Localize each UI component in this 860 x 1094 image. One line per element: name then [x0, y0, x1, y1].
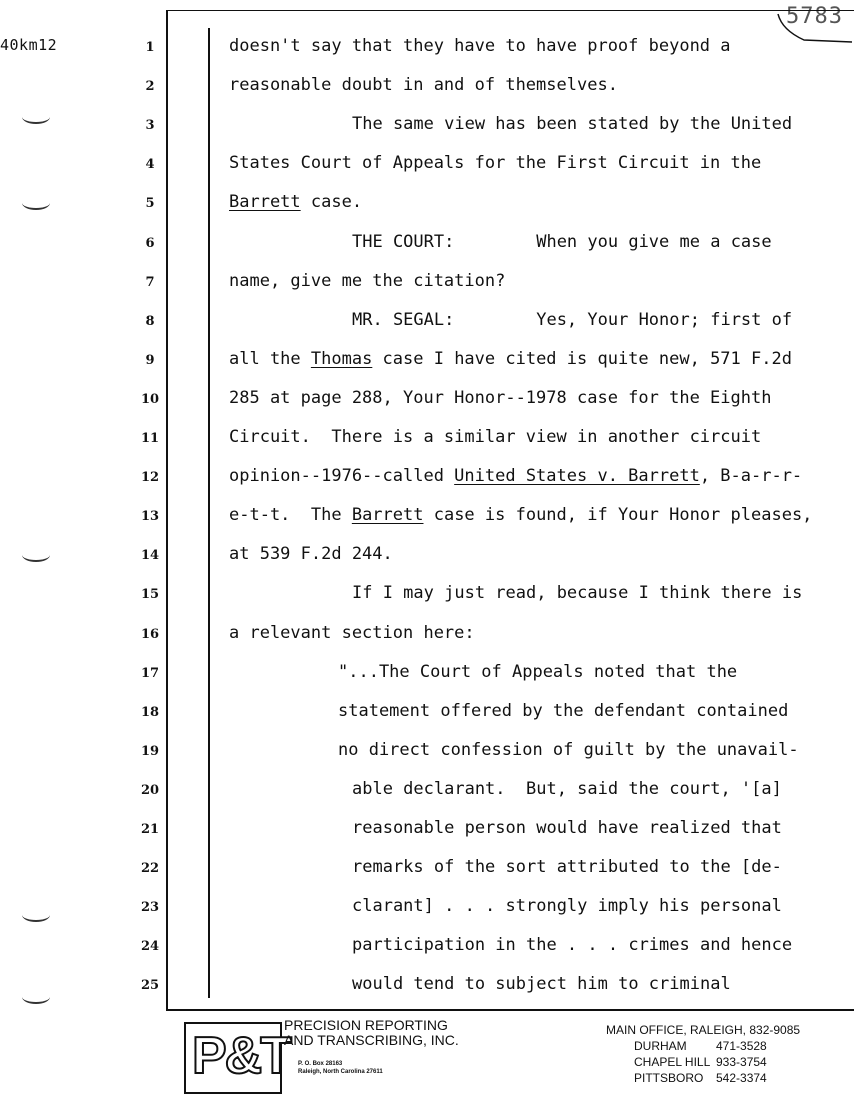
text-segment: able declarant. But, said the court, '[a]: [352, 778, 782, 799]
transcript-line: [352, 935, 792, 955]
office-phone: 933-3754: [716, 1055, 767, 1069]
office-row: [634, 1054, 800, 1070]
company-address: [298, 1060, 383, 1076]
case-name: United States v. Barrett: [454, 466, 700, 487]
transcript-line: [229, 36, 731, 56]
transcript-line: [229, 623, 475, 643]
text-segment: case is found, if Your Honor pleases,: [423, 505, 813, 526]
line-number: 14: [140, 548, 160, 564]
text-segment: statement offered by the defendant contained: [338, 700, 789, 721]
line-number: 15: [140, 587, 160, 603]
text-segment: case I have cited is quite new, 571 F.2d: [372, 348, 792, 369]
text-segment: States Court of Appeals for the First Circuit in the: [229, 153, 762, 174]
transcript-line: [338, 701, 788, 721]
text-segment: MR. SEGAL: Yes, Your Honor; first of: [352, 309, 793, 330]
line-number: 24: [140, 939, 160, 955]
text-segment: Circuit. There is a similar view in another circuit: [229, 427, 762, 447]
line-number: 12: [140, 470, 160, 486]
line-number: 21: [140, 822, 160, 837]
transcript-line: [229, 271, 505, 291]
text-segment: remarks of the sort attributed to the [de-: [352, 857, 782, 878]
office-list: [606, 1022, 800, 1086]
text-segment: at 539 F.2d 244.: [229, 544, 393, 565]
line-number: 8: [145, 313, 155, 329]
transcript-line: [352, 896, 782, 916]
transcript-line: [352, 583, 802, 603]
transcript-line: [352, 974, 731, 994]
transcript-line: [338, 740, 799, 760]
office-phone: 471-3528: [716, 1039, 767, 1053]
line-number: 3: [145, 118, 155, 134]
text-segment: all the: [229, 348, 311, 369]
transcript-line: [352, 779, 782, 799]
transcript-line: [352, 857, 782, 877]
text-segment: e-t-t. The: [229, 505, 352, 526]
line-number: 11: [140, 431, 160, 446]
text-segment: clarant] . . . strongly imply his personal: [352, 896, 782, 917]
company-name: [284, 1018, 459, 1048]
transcript-line: [229, 505, 812, 525]
address-line-1: P. O. Box 28163: [298, 1061, 343, 1067]
company-line-1: PRECISION REPORTING: [284, 1017, 448, 1033]
text-segment: case.: [300, 192, 363, 213]
transcript-line: [229, 388, 771, 408]
text-segment: would tend to subject him to criminal: [352, 974, 731, 995]
transcript-line: [229, 153, 761, 173]
punch-hole-mark: [22, 908, 50, 922]
case-name: Barrett: [229, 192, 301, 213]
transcript-line: [229, 427, 761, 447]
line-number: 23: [140, 900, 160, 916]
punch-hole-mark: [22, 110, 50, 124]
case-name: Thomas: [310, 348, 373, 369]
line-number: 9: [145, 352, 155, 368]
line-number: 16: [140, 626, 160, 642]
text-segment: reasonable doubt in and of themselves.: [229, 75, 618, 96]
transcript-line: [352, 818, 782, 838]
line-number: 19: [140, 743, 160, 759]
office-city: DURHAM: [634, 1039, 687, 1053]
line-number: 20: [140, 782, 160, 798]
logo-text: P&T: [192, 1027, 290, 1085]
text-segment: a relevant section here:: [229, 622, 475, 643]
text-segment: If I may just read, because I think there is: [352, 583, 803, 604]
text-segment: "...The Court of Appeals noted that the: [338, 661, 738, 682]
company-line-2: AND TRANSCRIBING, INC.: [284, 1032, 459, 1048]
punch-hole-mark: [22, 548, 50, 562]
office-city: CHAPEL HILL: [634, 1055, 711, 1069]
line-number: 10: [140, 391, 160, 407]
line-number: 5: [145, 196, 155, 212]
office-phone: 542-3374: [716, 1071, 767, 1085]
punch-hole-mark: [22, 196, 50, 210]
text-segment: doesn't say that they have to have proof beyond a: [229, 36, 731, 56]
line-number: 2: [145, 79, 155, 95]
office-city: PITTSBORO: [634, 1071, 704, 1085]
line-number: 13: [140, 509, 160, 525]
text-segment: opinion--1976--called: [229, 466, 455, 487]
punch-hole-mark: [22, 990, 50, 1004]
address-line-2: Raleigh, North Carolina 27611: [298, 1069, 383, 1075]
text-segment: name, give me the citation?: [229, 270, 506, 291]
line-number: 6: [145, 235, 155, 251]
line-number: 18: [140, 704, 160, 720]
text-segment: THE COURT: When you give me a case: [352, 231, 772, 252]
line-number: 4: [145, 157, 155, 173]
transcript-line: [352, 114, 792, 134]
transcript-line: [229, 75, 618, 95]
line-number: 7: [145, 274, 155, 290]
transcript-line: [229, 349, 792, 369]
line-number: 1: [145, 40, 155, 55]
transcript-line: [229, 544, 393, 564]
text-segment: The same view has been stated by the United: [352, 114, 793, 135]
main-office: MAIN OFFICE, RALEIGH, 832-9085: [606, 1023, 801, 1037]
text-segment: reasonable person would have realized that: [352, 818, 782, 838]
text-segment: no direct confession of guilt by the unavail-: [338, 739, 799, 760]
case-name: Barrett: [351, 505, 424, 526]
transcript-line: [229, 192, 362, 212]
transcript-line: [229, 466, 802, 486]
text-segment: participation in the . . . crimes and hence: [352, 935, 793, 956]
line-number: 17: [140, 665, 160, 681]
margin-rule: [208, 28, 210, 998]
text-segment: , B-a-r-r-: [699, 466, 803, 487]
footer: [0, 1016, 860, 1094]
page-id: 40km12: [0, 36, 58, 54]
company-logo: [184, 1022, 290, 1094]
office-row: [634, 1070, 800, 1086]
line-number: 25: [140, 978, 160, 994]
transcript-line: [352, 232, 772, 252]
office-row: [634, 1038, 800, 1054]
page-stamp: 5783: [786, 4, 843, 29]
transcript-line: [338, 662, 737, 682]
line-number: 22: [140, 861, 160, 877]
text-segment: 285 at page 288, Your Honor--1978 case for the Eighth: [229, 387, 772, 408]
transcript-line: [352, 310, 792, 330]
